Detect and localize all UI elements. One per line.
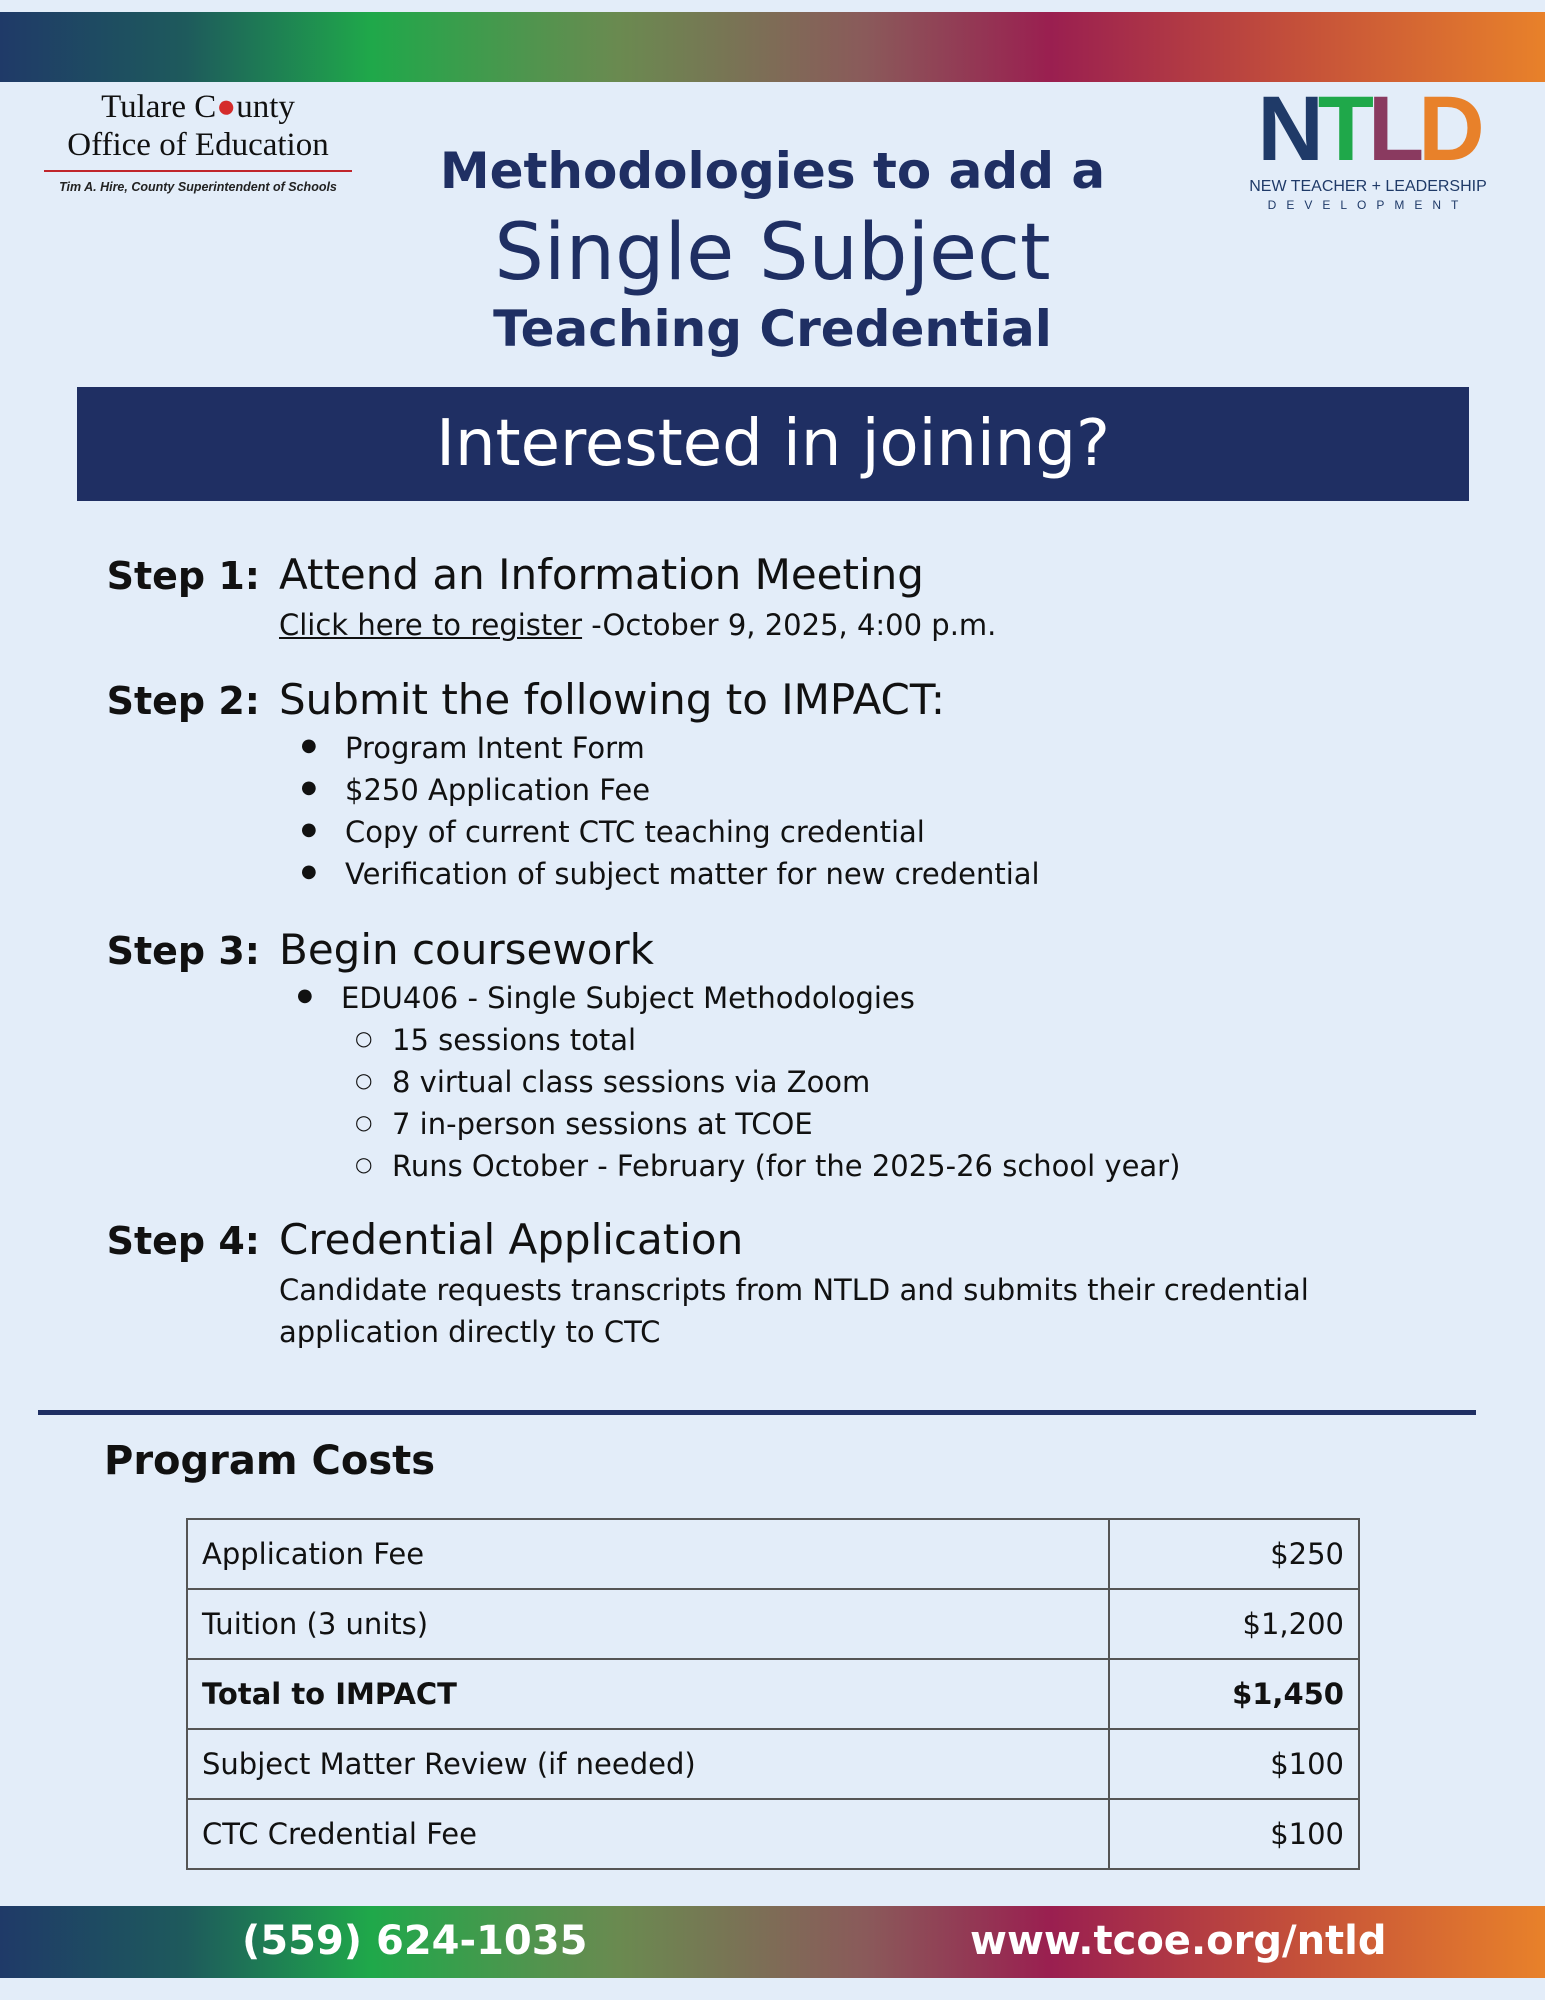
website-link[interactable]: www.tcoe.org/ntld — [970, 1918, 1387, 1964]
step-1-detail — [279, 604, 996, 646]
tcoe-logo-line2: Office of Education — [67, 127, 329, 163]
table-row — [187, 1799, 1359, 1869]
title-line3: Teaching Credential — [493, 300, 1052, 358]
interested-banner: Interested in joining? — [77, 387, 1469, 501]
program-costs-table — [186, 1518, 1360, 1870]
list-item: ● Program Intent Form — [345, 731, 645, 765]
tcoe-logo-rule — [44, 170, 352, 172]
ntld-logo — [1232, 78, 1504, 212]
step-1-label: Step 1: — [106, 554, 260, 598]
sub-list-item: ○ 8 virtual class sessions via Zoom — [392, 1065, 870, 1099]
cost-amount: $100 — [1109, 1729, 1359, 1799]
cost-item: Tuition (3 units) — [187, 1589, 1109, 1659]
cost-amount: $1,450 — [1109, 1659, 1359, 1729]
tcoe-logo — [38, 88, 358, 194]
sub-list-item: ○ Runs October - February (for the 2025-26 school year) — [392, 1149, 1180, 1183]
cost-amount: $1,200 — [1109, 1589, 1359, 1659]
ntld-logo-line1: NEW TEACHER + LEADERSHIP — [1249, 178, 1487, 195]
step-3-label: Step 3: — [106, 929, 260, 973]
table-row — [187, 1519, 1359, 1589]
sub-list-item: ○ 15 sessions total — [392, 1023, 636, 1057]
step-2-heading: Submit the following to IMPACT: — [279, 675, 946, 724]
step-4-label: Step 4: — [106, 1219, 260, 1263]
cost-amount: $100 — [1109, 1799, 1359, 1869]
step-4-heading: Credential Application — [279, 1215, 744, 1264]
step-3-heading: Begin coursework — [279, 925, 654, 974]
step-1-heading: Attend an Information Meeting — [279, 550, 924, 599]
step-2-label: Step 2: — [106, 679, 260, 723]
meeting-date: -October 9, 2025, 4:00 p.m. — [582, 608, 997, 642]
step-4-text-line1: Candidate requests transcripts from NTLD and submits their credential — [279, 1273, 1309, 1307]
table-row — [187, 1729, 1359, 1799]
apple-icon: ● — [216, 89, 237, 125]
tcoe-logo-line1: Tulare C●unty — [101, 89, 295, 125]
register-link[interactable]: Click here to register — [279, 608, 583, 642]
sub-list-item: ○ 7 in-person sessions at TCOE — [392, 1107, 813, 1141]
title-line2: Single Subject — [494, 208, 1051, 298]
tcoe-logo-subtitle: Tim A. Hire, County Superintendent of Schools — [59, 180, 337, 194]
table-row-total — [187, 1659, 1359, 1729]
section-divider — [38, 1410, 1476, 1415]
title-line1: Methodologies to add a — [439, 142, 1106, 200]
ntld-logo-mark: NTLD — [1257, 78, 1479, 180]
cost-item: CTC Credential Fee — [187, 1799, 1109, 1869]
list-item: ● Copy of current CTC teaching credential — [345, 815, 925, 849]
list-item: ● EDU406 - Single Subject Methodologies — [341, 981, 915, 1015]
table-row — [187, 1589, 1359, 1659]
cost-item: Total to IMPACT — [187, 1659, 1109, 1729]
step-4-text-line2: application directly to CTC — [279, 1315, 661, 1349]
program-costs-title: Program Costs — [104, 1438, 436, 1484]
list-item: ● Verification of subject matter for new credential — [345, 857, 1040, 891]
top-gradient-bar — [0, 12, 1545, 82]
list-item: ● $250 Application Fee — [345, 773, 650, 807]
cost-amount: $250 — [1109, 1519, 1359, 1589]
cost-item: Application Fee — [187, 1519, 1109, 1589]
cost-item: Subject Matter Review (if needed) — [187, 1729, 1109, 1799]
phone-number[interactable]: (559) 624-1035 — [242, 1918, 588, 1964]
ntld-logo-line2: DEVELOPMENT — [1267, 198, 1469, 212]
